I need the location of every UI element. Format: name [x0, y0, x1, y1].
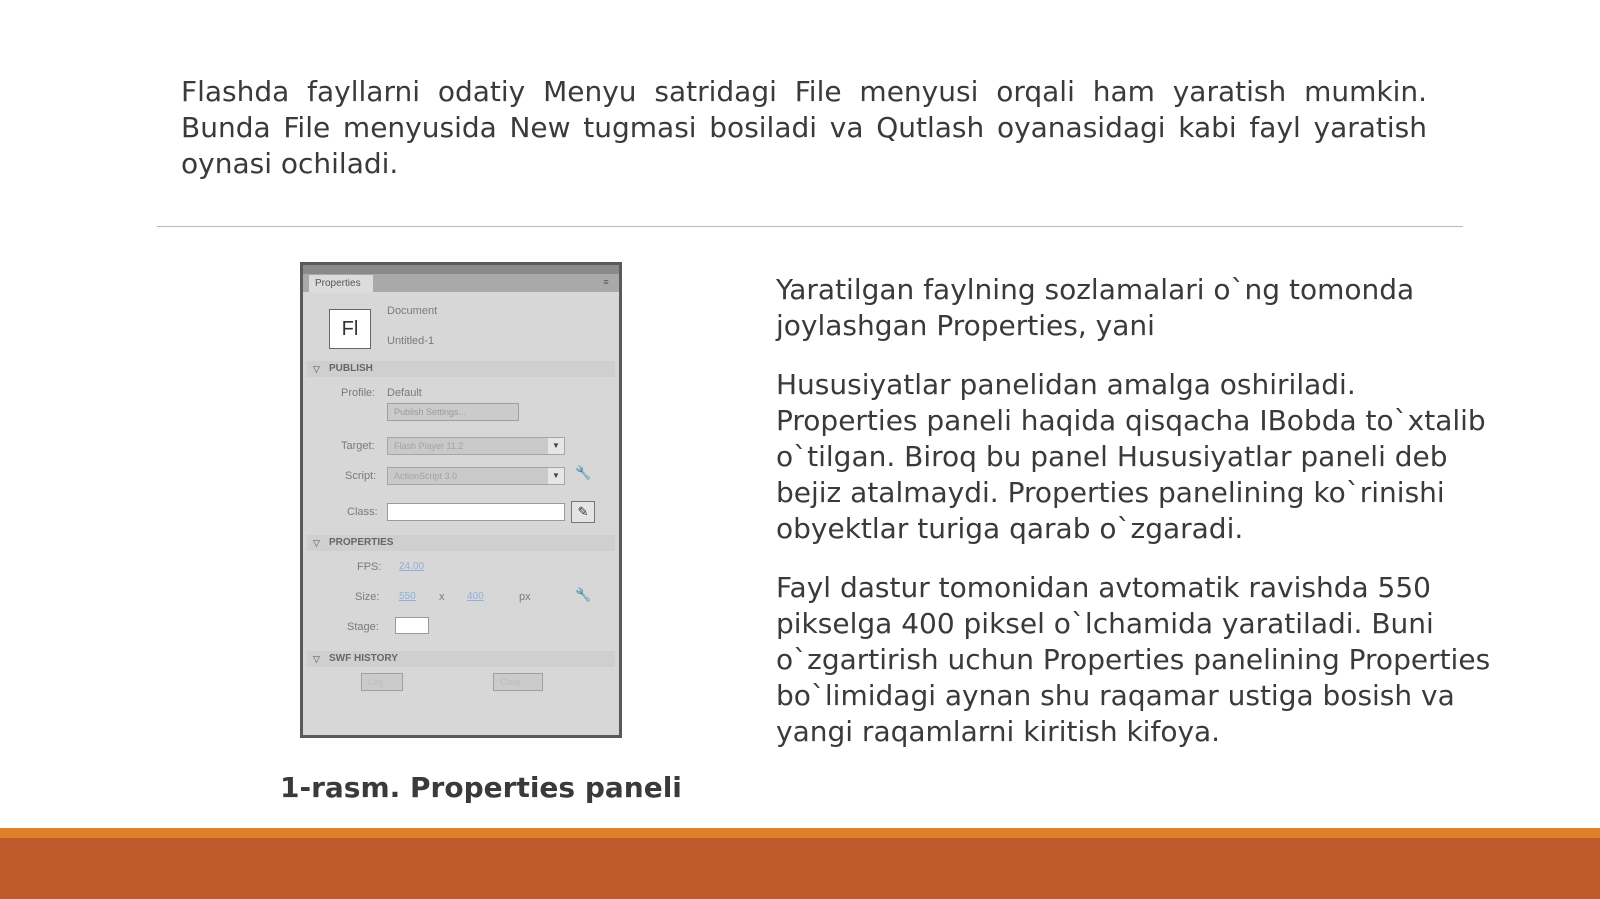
panel-menu-icon: ≡ [603, 277, 609, 287]
stage-label: Stage: [347, 621, 379, 633]
size-width-value: 550 [399, 591, 416, 602]
class-label: Class: [347, 506, 378, 518]
edit-class-pencil-icon: ✎ [571, 501, 595, 523]
fps-value: 24.00 [399, 561, 425, 572]
doc-type-label: Document [387, 305, 438, 317]
clear-button: Clear [493, 673, 543, 691]
footer-accent-line [0, 828, 1600, 838]
wrench-icon: 🔧 [575, 587, 592, 602]
fps-label: FPS: [357, 561, 382, 573]
right-text-column [776, 272, 1500, 773]
swf-history-section-title: SWF HISTORY [329, 653, 398, 664]
chevron-down-icon: ▼ [548, 468, 564, 484]
chevron-down-icon: ▼ [548, 438, 564, 454]
target-select [387, 437, 565, 455]
script-label: Script: [345, 470, 377, 482]
footer-band [0, 838, 1600, 899]
publish-section-title: PUBLISH [329, 363, 373, 374]
properties-section-header [307, 535, 615, 551]
properties-tab: Properties [309, 275, 373, 293]
swf-history-section-header [307, 651, 615, 667]
collapse-triangle-icon: ▽ [313, 654, 320, 664]
size-x-separator: x [439, 591, 445, 603]
doc-name-label: Untitled-1 [387, 335, 435, 347]
log-button: Log [361, 673, 403, 691]
size-height-value: 400 [467, 591, 484, 602]
script-value: ActionScript 3.0 [394, 471, 458, 481]
paragraph-3: Fayl dastur tomonidan avtomatik ravishda 550 pikselga 400 piksel o`lchamida yaratiladi. Buni o`zgartirish uchun Properties panelining Properties bo`limidagi aynan shu raqamar ustiga bosish va yangi raqamlarni kiritish kifoya. [776, 571, 1491, 748]
panel-title-bar [303, 265, 619, 274]
publish-section-header [307, 361, 615, 377]
properties-panel-figure [300, 262, 622, 738]
profile-label: Profile: [341, 387, 376, 399]
wrench-icon: 🔧 [575, 465, 592, 480]
collapse-triangle-icon: ▽ [313, 538, 320, 548]
target-value: Flash Player 11.2 [394, 441, 464, 451]
script-select [387, 467, 565, 485]
target-label: Target: [341, 440, 375, 452]
stage-color-swatch [395, 617, 429, 634]
flash-document-icon: Fl [329, 309, 371, 349]
paragraph-2: Hususiyatlar panelidan amalga oshiriladi. Properties paneli haqida qisqacha IBobda to`xtalib o`tilgan. Biroq bu panel Hususiyatlar paneli deb bejiz atalmaydi. Properties panelining ko`rinishi obyektlar turiga qarab o`zgaradi. [776, 368, 1486, 545]
size-label: Size: [355, 591, 380, 603]
publish-settings-button: Publish Settings... [387, 403, 519, 421]
intro-paragraph: Flashda fayllarni odatiy Menyu satridagi File menyusi orqali ham yaratish mumkin. Bunda File menyusida New tugmasi bosiladi va Qutlash oyanasidagi kabi fayl yaratish oynasi ochiladi. [181, 75, 1427, 180]
figure-caption: 1-rasm. Properties paneli [280, 771, 682, 804]
class-field [387, 503, 565, 521]
collapse-triangle-icon: ▽ [313, 364, 320, 374]
profile-value: Default [387, 387, 422, 399]
size-unit: px [519, 591, 531, 603]
properties-section-title: PROPERTIES [329, 537, 394, 548]
paragraph-1: Yaratilgan faylning sozlamalari o`ng tomonda joylashgan Properties, yani [776, 273, 1415, 342]
divider-line [157, 226, 1463, 227]
